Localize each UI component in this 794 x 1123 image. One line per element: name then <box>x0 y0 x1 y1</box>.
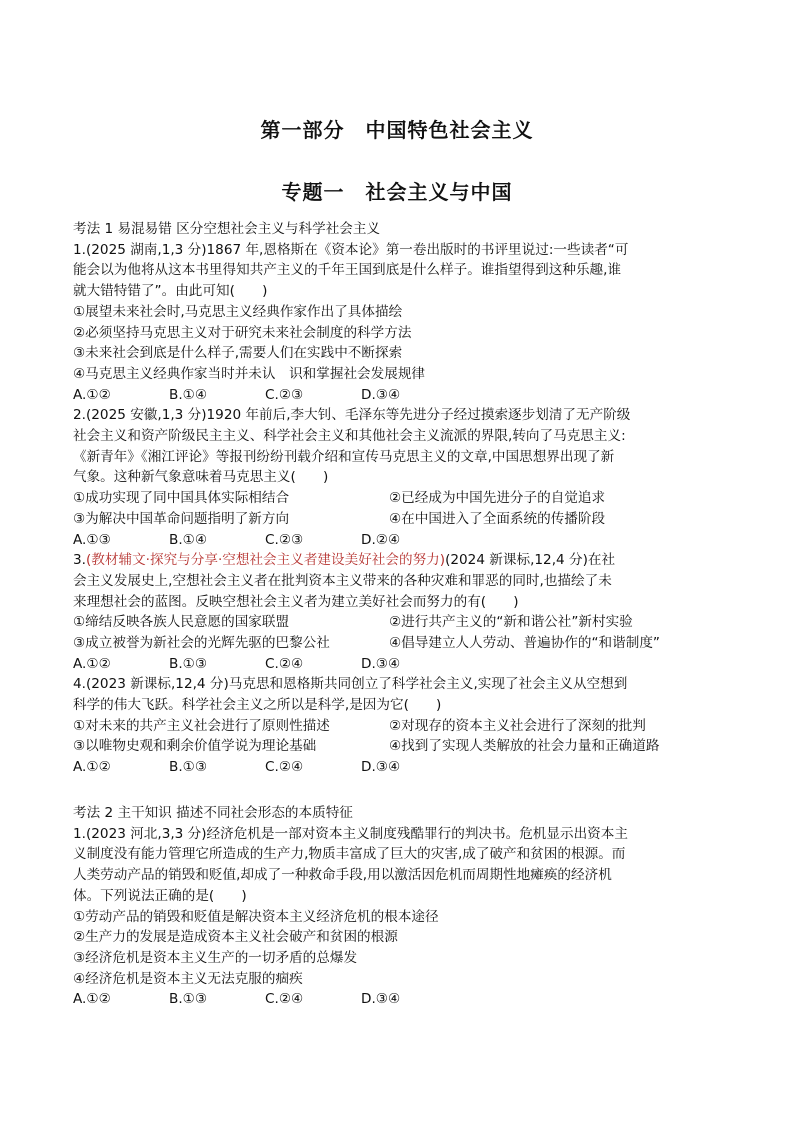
choice-b[interactable]: B.①③ <box>169 759 208 776</box>
option-statement: ③以唯物史观和剩余价值学说为理论基础 <box>73 738 317 755</box>
question-stem-line: 义制度没有能力管理它所造成的生产力,物质丰富成了巨大的灾害,成了破产和贫困的根源。而 <box>73 846 626 863</box>
choice-a[interactable]: A.①② <box>73 759 111 776</box>
option-statement: ①成功实现了同中国具体实际相结合 <box>73 490 290 507</box>
choice-c[interactable]: C.②③ <box>265 386 304 403</box>
option-row <box>73 509 733 530</box>
question-stem-line: 能会以为他将从这本书里得知共产主义的千年王国到底是什么样子。谁指望得到这种乐趣,谁 <box>73 262 622 279</box>
choice-b[interactable]: B.①③ <box>169 655 208 672</box>
option-statement: ③未来社会到底是什么样子,需要人们在实践中不断探索 <box>73 345 403 362</box>
option-statement: ③为解决中国革命问题指明了新方向 <box>73 510 290 527</box>
choice-a[interactable]: A.①③ <box>73 531 111 548</box>
option-statement: ④在中国进入了全面系统的传播阶段 <box>389 510 606 527</box>
choice-c[interactable]: C.②④ <box>265 991 304 1008</box>
choice-b[interactable]: B.①④ <box>169 531 208 548</box>
choice-c[interactable]: C.②④ <box>265 655 304 672</box>
option-row <box>73 612 733 633</box>
choice-b[interactable]: B.①④ <box>169 386 208 403</box>
question-1-2 <box>73 405 733 550</box>
choice-d[interactable]: D.③④ <box>361 991 401 1008</box>
option-statement: ②对现存的资本主义社会进行了深刻的批判 <box>389 717 646 734</box>
textbook-source-tag: (教材辅文·探究与分享·空想社会主义者建设美好社会的努力) <box>85 552 446 569</box>
option-row <box>73 716 733 737</box>
question-1-1 <box>73 240 733 406</box>
option-statement: ②进行共产主义的“新和谐公社”新村实验 <box>389 614 633 631</box>
question-stem-line <box>73 550 733 571</box>
section-1-title: 考法 1 易混易错 区分空想社会主义与科学社会主义 <box>73 221 381 237</box>
choice-a[interactable]: A.①② <box>73 386 111 403</box>
question-number: 3. <box>73 552 86 569</box>
question-stem-line: 来理想社会的蓝图。反映空想社会主义者为建立美好社会而努力的有( ) <box>73 593 519 610</box>
option-statement: ④倡导建立人人劳动、普遍协作的“和谐制度” <box>389 634 660 651</box>
answer-choices <box>73 654 733 675</box>
option-row <box>73 488 733 509</box>
question-stem-line: 会主义发展史上,空想社会主义者在批判资本主义带来的各种灾难和罪恶的同时,也描绘了未 <box>73 572 612 589</box>
question-stem-line: 体。下列说法正确的是( ) <box>73 887 247 904</box>
option-statement: ②已经成为中国先进分子的自觉追求 <box>389 490 606 507</box>
answer-choices <box>73 385 733 406</box>
question-1-4 <box>73 674 733 777</box>
choice-d[interactable]: D.③④ <box>361 759 401 776</box>
question-stem-line: 4.(2023 新课标,12,4 分)马克思和恩格斯共同创立了科学社会主义,实现了社会主义从空想到 <box>73 676 628 693</box>
option-statement: ①对未来的共产主义社会进行了原则性描述 <box>73 717 330 734</box>
choice-d[interactable]: D.③④ <box>361 386 401 403</box>
option-statement: ③成立被誉为新社会的光辉先驱的巴黎公社 <box>73 634 330 651</box>
choice-d[interactable]: D.③④ <box>361 655 401 672</box>
section-1 <box>73 219 733 778</box>
question-stem-line: 人类劳动产品的销毁和贬值,却成了一种救命手段,用以激活因危机而周期性地瘫痪的经济机 <box>73 867 612 884</box>
question-stem-line: 就大错特错了”。由此可知( ) <box>73 283 268 300</box>
part-title: 第一部分 中国特色社会主义 <box>260 118 534 142</box>
option-statement: ④经济危机是资本主义无法克服的痼疾 <box>73 970 303 987</box>
choice-d[interactable]: D.②④ <box>361 531 401 548</box>
choice-a[interactable]: A.①② <box>73 991 111 1008</box>
option-row <box>73 633 733 654</box>
option-statement: ④马克思主义经典作家当时并未认 识和掌握社会发展规律 <box>73 365 426 382</box>
option-statement: ②必须坚持马克思主义对于研究未来社会制度的科学方法 <box>73 324 412 341</box>
choice-b[interactable]: B.①③ <box>169 991 208 1008</box>
question-stem-line: 气象。这种新气象意味着马克思主义( ) <box>73 469 329 486</box>
choice-c[interactable]: C.②③ <box>265 531 304 548</box>
question-stem-line: 2.(2025 安徽,1,3 分)1920 年前后,李大钊、毛泽东等先进分子经过摸索逐步划清了无产阶级 <box>73 407 631 424</box>
topic-title: 专题一 社会主义与中国 <box>281 180 513 204</box>
option-statement: ③经济危机是资本主义生产的一切矛盾的总爆发 <box>73 949 358 966</box>
option-statement: ①劳动产品的销毁和贬值是解决资本主义经济危机的根本途径 <box>73 908 439 925</box>
question-source: (2024 新课标,12,4 分)在社 <box>445 552 616 569</box>
choice-c[interactable]: C.②④ <box>265 759 304 776</box>
answer-choices <box>73 989 733 1010</box>
answer-choices <box>73 530 733 551</box>
question-stem-line: 社会主义和资产阶级民主主义、科学社会主义和其他社会主义流派的界限,转向了马克思主义: <box>73 428 626 445</box>
section-2-title: 考法 2 主干知识 描述不同社会形态的本质特征 <box>73 805 353 821</box>
option-statement: ②生产力的发展是造成资本主义社会破产和贫困的根源 <box>73 929 398 946</box>
question-stem-line: 1.(2025 湖南,1,3 分)1867 年,恩格斯在《资本论》第一卷出版时的书评里说过:一些读者“可 <box>73 241 629 258</box>
answer-choices <box>73 757 733 778</box>
option-statement: ①缔结反映各族人民意愿的国家联盟 <box>73 614 290 631</box>
option-row <box>73 736 733 757</box>
question-stem-line: 1.(2023 河北,3,3 分)经济危机是一部对资本主义制度残酷罪行的判决书。危机显示出资本主 <box>73 825 628 842</box>
question-1-3 <box>73 550 733 674</box>
question-stem-line: 《新青年》《湘江评论》等报刊纷纷刊载介绍和宣传马克思主义的文章,中国思想界出现了新 <box>73 448 615 465</box>
question-stem-line: 科学的伟大飞跃。科学社会主义之所以是科学,是因为它( ) <box>73 697 442 714</box>
section-2 <box>73 803 733 1010</box>
choice-a[interactable]: A.①② <box>73 655 111 672</box>
option-statement: ①展望未来社会时,马克思主义经典作家作出了具体描绘 <box>73 303 403 320</box>
question-2-1 <box>73 824 733 1010</box>
option-statement: ④找到了实现人类解放的社会力量和正确道路 <box>389 738 660 755</box>
